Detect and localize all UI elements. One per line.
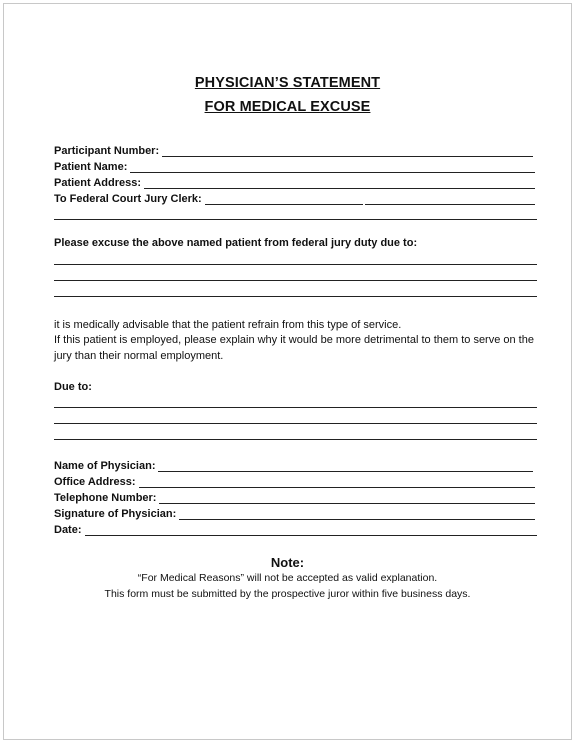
form-page [3,3,572,740]
advisory-line-1: it is medically advisable that the patient refrain from this type of service. [54,319,402,331]
telephone-label: Telephone Number: [54,492,157,504]
jury-clerk-line-a[interactable] [205,193,363,205]
physician-name-label: Name of Physician: [54,460,156,472]
date-field[interactable] [54,522,537,536]
office-address-field[interactable] [54,474,535,488]
patient-extra-line[interactable] [54,219,537,220]
participant-number-field[interactable] [54,143,533,157]
advisory-line-2: If this patient is employed, please explain why it would be more detrimental to them to serve on the jury than their normal employment. [54,334,534,362]
due-to-line-2[interactable] [54,423,537,424]
participant-number-label: Participant Number: [54,145,160,157]
office-address-label: Office Address: [54,476,136,488]
signature-line[interactable] [179,508,535,520]
due-to-line-3[interactable] [54,439,537,440]
jury-clerk-label: To Federal Court Jury Clerk: [54,193,202,205]
due-to-label: Due to: [54,381,92,393]
participant-number-line[interactable] [162,145,533,157]
date-label: Date: [54,524,82,536]
form-title-line-2: FOR MEDICAL EXCUSE [204,99,371,115]
signature-field[interactable] [54,506,535,520]
patient-name-line[interactable] [130,161,535,173]
note-line-1: “For Medical Reasons” will not be accepted as valid explanation. [137,572,438,584]
jury-clerk-line-b[interactable] [365,193,535,205]
patient-name-field[interactable] [54,159,535,173]
form-title-line-1: PHYSICIAN’S STATEMENT [194,75,381,91]
telephone-line[interactable] [159,492,535,504]
physician-name-field[interactable] [54,458,533,472]
patient-address-line[interactable] [144,177,535,189]
due-to-line-1[interactable] [54,407,537,408]
patient-address-label: Patient Address: [54,177,142,189]
excuse-line-3[interactable] [54,296,537,297]
telephone-field[interactable] [54,490,535,504]
jury-clerk-field[interactable] [54,191,535,205]
note-heading: Note: [270,555,305,570]
patient-name-label: Patient Name: [54,161,128,173]
patient-address-field[interactable] [54,175,535,189]
excuse-heading: Please excuse the above named patient from federal jury duty due to: [54,237,418,249]
office-address-line[interactable] [139,476,535,488]
physician-name-line[interactable] [158,460,533,472]
date-line[interactable] [85,524,537,536]
excuse-line-1[interactable] [54,264,537,265]
signature-label: Signature of Physician: [54,508,177,520]
note-line-2: This form must be submitted by the prospective juror within five business days. [104,588,471,600]
excuse-line-2[interactable] [54,280,537,281]
